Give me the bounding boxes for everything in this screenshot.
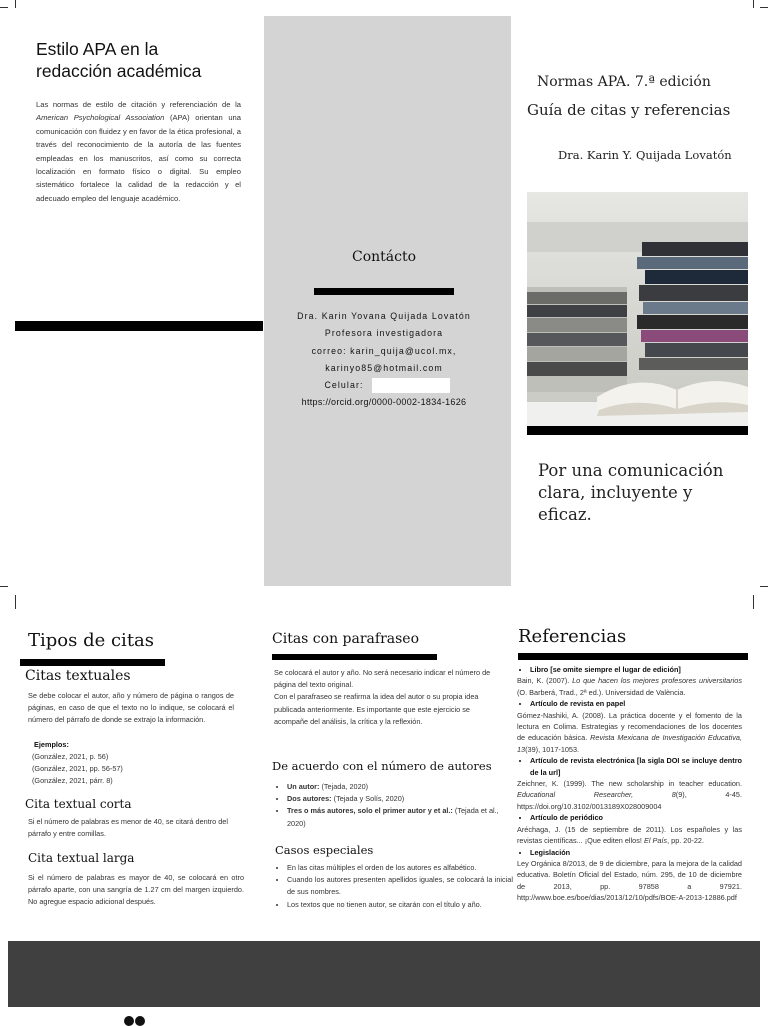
ref-label-libro: • Libro [se omite siempre el lugar de edición] <box>530 664 742 675</box>
footer-band <box>8 941 760 1007</box>
ref-libro-b: (O. Barberá, Trad., 2ª ed.). Universidad de València. <box>517 687 686 697</box>
ref-label-elec: • Artículo de revista electrónica [la sigla DOI se incluye dentro de la url] <box>530 755 742 778</box>
intro-body <box>36 98 241 205</box>
intro-body-pre: Las normas de estilo de citación y referenciación de la <box>36 100 241 109</box>
contact-panel <box>264 16 511 586</box>
contact-phone <box>264 377 504 394</box>
crop-mark <box>760 586 768 587</box>
ejemplo-item: (González, 2021, pp. 56-57) <box>32 764 123 774</box>
photo-bar <box>527 426 748 435</box>
autores-item-label: Dos autores: <box>287 794 332 804</box>
ref-entry-elec <box>517 778 742 812</box>
ref-label-legis: • Legislación <box>530 847 742 858</box>
ref-papel-em: Revista Mexicana de Investigación Educativa, 13 <box>517 733 742 754</box>
autores-item-value: (Tejada, 2020) <box>319 782 369 791</box>
books-illustration <box>527 192 748 426</box>
ref-papel-b: (39), 1017-1053. <box>525 744 580 754</box>
contact-bar <box>314 288 454 295</box>
ref-label-period: • Artículo de periódico <box>530 812 742 823</box>
contact-info <box>264 308 504 412</box>
contact-heading: Contácto <box>351 249 417 265</box>
parafraseo-title: Citas con parafraseo <box>272 631 419 647</box>
ejemplos-label: Ejemplos: <box>34 740 69 749</box>
ref-elec-em: Educational Researcher, 8 <box>517 790 676 800</box>
ref-group <box>517 698 742 709</box>
ref-elec-a: Zeichner, K. (1999). The new scholarship in teacher education. <box>517 779 742 789</box>
tipos-title: Tipos de citas <box>28 630 155 651</box>
autores-item-label: Tres o más autores, solo el primer autor y et al.: <box>287 806 453 816</box>
ref-libro-em: Lo que hacen los mejores profesores universitarios <box>572 676 742 686</box>
ejemplos-list <box>32 751 123 788</box>
casos-item: • Cuando los autores presenten apellidos iguales, se colocará la inicial de sus nombres. <box>287 874 513 898</box>
larga-title: Cita textual larga <box>28 851 135 865</box>
crop-mark <box>0 586 8 587</box>
larga-body: Si el número de palabras es mayor de 40, se colocará en otro párrafo aparte, con una sangría de 1.27 cm del margen izquierdo. No agregue espacio adicional después. <box>28 873 244 907</box>
intro-body-post: (APA) orientan una comunicación con fluidez y en favor de la ética profesional, a través del reconocimiento de la autoría de las fuentes empleadas en los manuscritos, así como su correcta localización en formato físico o digital. Su empleo sistemático fortalece la calidad de la redacción y el adecuado empleo del lenguaje académico. <box>36 113 241 203</box>
books-photo <box>527 192 748 426</box>
cover-author: Dra. Karin Y. Quijada Lovatón <box>558 148 732 162</box>
corta-body: Si el número de palabras es menor de 40, se citará dentro del párrafo y entre comillas. <box>28 817 228 839</box>
autores-item-value: (Tejada et al., 2020) <box>287 806 499 828</box>
ref-period-em: El País <box>643 836 668 846</box>
ref-elec-b: (9), 4-45. https://doi.org/10.3102/0013189X028009004 <box>517 790 743 811</box>
referencias-title: Referencias <box>518 626 627 647</box>
casos-item: • En las citas múltiples el orden de los autores es alfabético. <box>287 862 513 874</box>
phone-redacted-box <box>372 378 450 393</box>
ref-group <box>517 812 742 823</box>
autores-item-label: Un autor: <box>287 782 320 791</box>
autores-item-value: (Tejada y Solís, 2020) <box>331 794 405 804</box>
orcid-link[interactable]: https://orcid.org/0000-0002-1834-1626 <box>301 397 467 408</box>
crop-mark <box>15 595 16 609</box>
ref-period-a: Aréchaga, J. (15 de septiembre de 2011). Los españoles y las revistas científicas... ¡Que editen ellos! <box>517 824 742 846</box>
intro-body-em: American Psychological Association <box>36 113 165 123</box>
corta-title: Cita textual corta <box>25 797 132 811</box>
ref-label-papel: • Artículo de revista en papel <box>530 698 742 709</box>
autores-list <box>274 781 512 830</box>
crop-mark <box>15 0 16 8</box>
tipos-bar <box>20 659 165 666</box>
ref-group <box>517 755 742 778</box>
casos-title: Casos especiales <box>275 843 374 857</box>
referencias-body <box>517 664 742 904</box>
textuales-body: Se debe colocar el autor, año y número de página o rangos de páginas, en caso de que el texto no lo indique, se colocará el número del párrafo de donde se extrajo la información. <box>28 691 234 725</box>
cover-line-1: Normas APA. 7.ª edición <box>537 74 711 90</box>
contact-email[interactable]: correo: karin_quija@ucol.mx, <box>311 345 457 356</box>
contact-role: Profesora investigadora <box>324 328 444 339</box>
ref-entry-period <box>517 824 742 847</box>
ref-period-b: , pp. 20-22. <box>667 836 704 846</box>
contact-phone-label: Celular: <box>324 380 364 391</box>
parafraseo-body-1: Se colocará el autor y año. No será necesario indicar el número de página del texto original. <box>274 668 491 690</box>
autores-item <box>287 781 512 793</box>
crop-mark <box>760 7 768 8</box>
crop-mark <box>0 7 8 8</box>
parafraseo-body <box>274 667 502 728</box>
ref-papel-a: Gómez-Nashiki, A. (2008). La práctica docente y el fomento de la lectura en Colima. Estrategias y recomendaciones de los docentes de educación básica. <box>517 710 742 743</box>
parafraseo-body-2: Con el parafraseo se reafirma la idea del autor o su propia idea publicada anteriormente. Es importante que este ejercicio se acompañe del análisis, la crítica y la reflexión. <box>274 692 479 726</box>
intro-title: Estilo APA en la redacción académica <box>36 39 202 81</box>
ejemplo-item: (González, 2021, párr. 8) <box>32 776 113 786</box>
textuales-title: Citas textuales <box>25 668 131 684</box>
crop-mark <box>753 595 754 609</box>
ref-libro-a: Bain, K. (2007). <box>517 676 573 686</box>
cover-line-2: Guía de citas y referencias <box>527 101 731 119</box>
contact-email-2[interactable]: karinyo85@hotmail.com <box>325 362 443 373</box>
parafraseo-bar <box>272 654 437 660</box>
ref-entry-papel <box>517 710 742 756</box>
ref-entry-legis: Ley Orgánica 8/2013, de 9 de diciembre, para la mejora de la calidad educativa. Boletín Oficial del Estado, núm. 295, de 10 de diciembre de 2013, pp. 97858 a 97921. http://www.boe.es/boe/dias/2013/12/10/pdfs/BOE-A-2013-12886.pdf <box>517 858 742 903</box>
autores-item <box>287 793 512 805</box>
autores-title: De acuerdo con el número de autores <box>272 759 492 773</box>
divider-bar <box>15 321 263 331</box>
casos-list <box>274 862 513 911</box>
ref-group <box>517 664 742 675</box>
cover-tagline: Por una comunicación clara, incluyente y eficaz. <box>538 461 724 524</box>
ref-entry-libro <box>517 675 742 698</box>
footer-mark <box>124 1016 146 1024</box>
contact-name: Dra. Karin Yovana Quijada Lovatón <box>297 311 471 321</box>
ref-group <box>517 847 742 858</box>
casos-item: • Los textos que no tienen autor, se citarán con el título y año. <box>287 899 513 911</box>
ejemplo-item: (González, 2021, p. 56) <box>32 752 109 761</box>
referencias-bar <box>518 653 748 660</box>
crop-mark <box>753 0 754 8</box>
autores-item <box>287 805 512 829</box>
